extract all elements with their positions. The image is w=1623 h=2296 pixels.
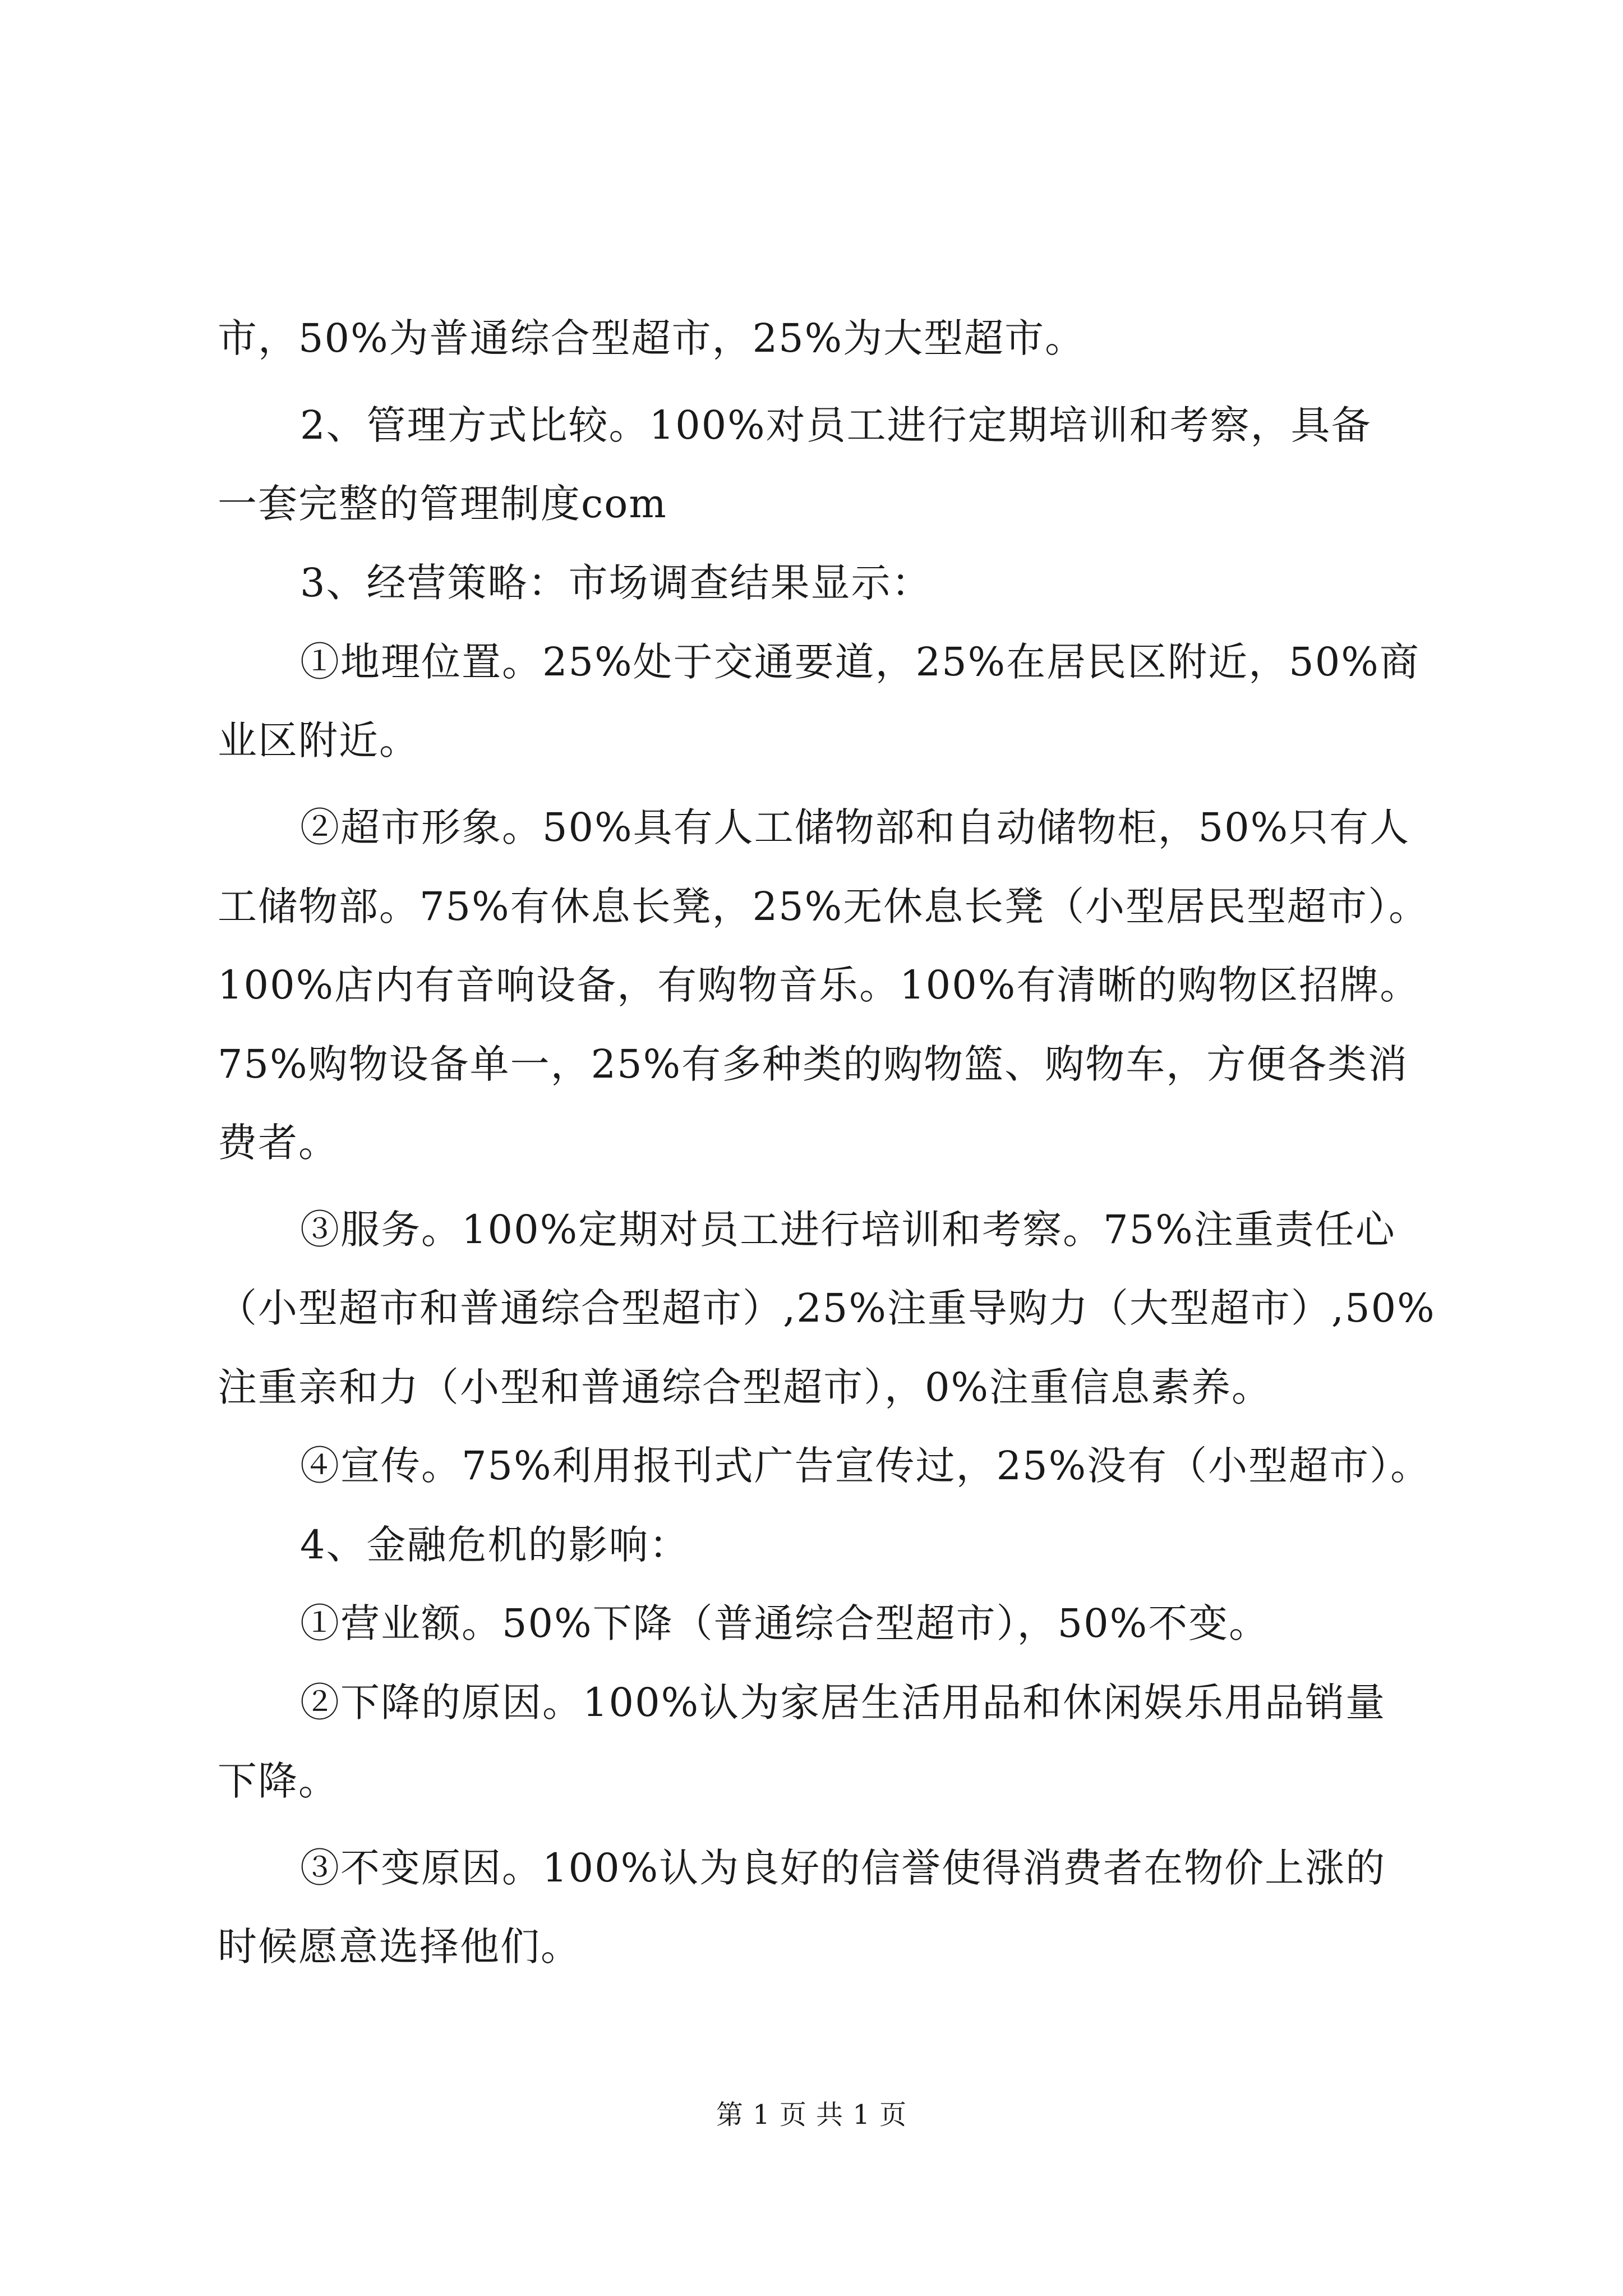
text-line: 一套完整的管理制度com [218,481,667,527]
text-line: 业区附近。 [218,717,419,763]
text-line: 下降。 [218,1758,339,1804]
text-line: 时候愿意选择他们。 [218,1924,581,1970]
text-line: ④宣传。75%利用报刊式广告宣传过，25%没有（小型超市）。 [300,1443,1431,1489]
text-line: （小型超市和普通综合型超市）,25%注重导购力（大型超市）,50% [218,1285,1436,1331]
text-line: 100%店内有音响设备，有购物音乐。100%有清晰的购物区招牌。 [218,962,1421,1008]
text-line: ②超市形象。50%具有人工储物部和自动储物柜，50%只有人 [300,804,1410,850]
text-line: 75%购物设备单一，25%有多种类的购物篮、购物车，方便各类消 [218,1041,1409,1087]
text-line: ③服务。100%定期对员工进行培训和考察。75%注重责任心 [300,1207,1396,1253]
text-line: 2、管理方式比较。100%对员工进行定期培训和考察，具备 [300,402,1372,448]
text-line: 工储物部。75%有休息长凳，25%无休息长凳（小型居民型超市）。 [218,884,1430,930]
text-line: ①营业额。50%下降（普通综合型超市），50%不变。 [300,1600,1270,1646]
text-line: 注重亲和力（小型和普通综合型超市），0%注重信息素养。 [218,1364,1272,1410]
text-line: 3、经营策略：市场调查结果显示： [300,560,932,606]
page-number-footer: 第 1 页 共 1 页 [716,2099,907,2131]
text-line: 4、金融危机的影响： [300,1522,690,1568]
text-line: 市，50%为普通综合型超市，25%为大型超市。 [218,315,1086,361]
text-line: ②下降的原因。100%认为家居生活用品和休闲娱乐用品销量 [300,1680,1386,1726]
text-line: ③不变原因。100%认为良好的信誉使得消费者在物价上涨的 [300,1845,1386,1891]
text-line: 费者。 [218,1120,339,1166]
text-line: ①地理位置。25%处于交通要道，25%在居民区附近，50%商 [300,639,1420,685]
